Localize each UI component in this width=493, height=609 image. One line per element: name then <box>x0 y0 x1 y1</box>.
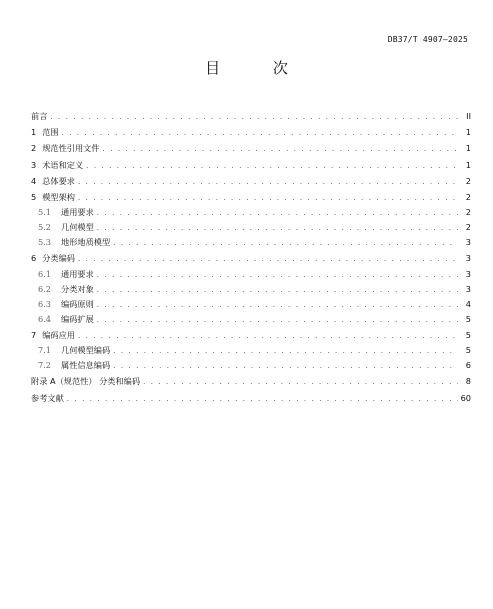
toc-entry-3[interactable] <box>31 160 471 175</box>
standard-code: DB37/T 4907—2025 <box>387 35 468 44</box>
toc-entry-5-1[interactable] <box>31 207 471 222</box>
toc-label: 通用要求 <box>61 268 94 279</box>
toc-number: 6.2 <box>38 283 52 294</box>
toc-entry-6-2[interactable] <box>31 284 471 299</box>
toc-number: 1 <box>31 127 37 138</box>
toc-page-number: 1 <box>465 127 471 138</box>
toc-label: 地形地质模型 <box>61 237 111 248</box>
toc-number: 5.1 <box>38 207 52 218</box>
toc-entry-2[interactable] <box>31 143 471 158</box>
dot-leader <box>97 224 458 232</box>
toc-page-number: 5 <box>465 329 471 340</box>
toc-page-number: 6 <box>465 360 471 371</box>
dot-leader <box>78 332 458 340</box>
toc-page-number: 3 <box>465 268 471 279</box>
toc-number: 5 <box>31 191 37 202</box>
dot-leader <box>67 395 458 403</box>
toc-page-number: 2 <box>465 222 471 233</box>
toc-page-number: 5 <box>465 345 471 356</box>
toc-label: 通用要求 <box>61 207 94 218</box>
toc-entry-foreword[interactable] <box>31 111 471 126</box>
toc-label: 分类编码 <box>42 253 75 264</box>
toc-label: 编码原则 <box>61 298 94 309</box>
toc-label: 前言 <box>31 111 48 121</box>
toc-number: 3 <box>31 159 37 170</box>
toc-label: 分类对象 <box>61 283 94 294</box>
toc-label: 规范性引用文件 <box>42 143 100 154</box>
toc-entry-6-1[interactable] <box>31 269 471 284</box>
toc-label: 编码应用 <box>42 329 75 340</box>
toc-entry-5-3[interactable] <box>31 237 471 252</box>
toc-label: 参考文献 <box>31 392 64 403</box>
page-title: 目 次 <box>205 59 312 77</box>
toc-page-number: 3 <box>465 253 471 264</box>
toc-number: 6 <box>31 253 37 264</box>
toc-page-number: 2 <box>465 175 471 186</box>
toc-entry-7[interactable] <box>31 330 471 345</box>
toc-entry-5-2[interactable] <box>31 222 471 237</box>
toc-label: 几何模型编码 <box>61 345 111 356</box>
toc-number: 5.2 <box>38 222 52 233</box>
toc-page-number: 5 <box>465 313 471 324</box>
toc-number: 4 <box>31 175 37 186</box>
toc-number: 6.3 <box>38 298 52 309</box>
toc-entry-1[interactable] <box>31 127 471 142</box>
toc-label: 编码扩展 <box>61 313 94 324</box>
toc-label: 几何模型 <box>61 222 94 233</box>
dot-leader <box>50 113 458 121</box>
toc-entry-4[interactable] <box>31 176 471 191</box>
dot-leader <box>113 239 458 247</box>
toc-page-number: 1 <box>465 159 471 170</box>
toc-page-number: II <box>466 111 471 121</box>
dot-leader <box>143 378 458 386</box>
toc-entry-6-3[interactable] <box>31 299 471 314</box>
toc-number: 6.1 <box>38 268 52 279</box>
dot-leader <box>97 286 458 294</box>
toc-entry-appendix-a[interactable] <box>31 376 471 391</box>
dot-leader <box>113 347 458 355</box>
toc-label: 属性信息编码 <box>61 360 111 371</box>
toc-page-number: 4 <box>465 298 471 309</box>
toc-entry-references[interactable] <box>31 393 471 408</box>
toc-number: 7.2 <box>38 360 52 371</box>
toc-page-number: 2 <box>465 207 471 218</box>
dot-leader <box>97 209 458 217</box>
toc-page-number: 2 <box>465 191 471 202</box>
toc-page-number: 3 <box>465 237 471 248</box>
table-of-contents <box>31 111 471 408</box>
toc-number: 6.4 <box>38 313 52 324</box>
toc-label: 附录 A（规范性） 分类和编码 <box>31 376 141 387</box>
toc-label: 范围 <box>42 127 59 138</box>
toc-entry-7-1[interactable] <box>31 345 471 360</box>
dot-leader <box>78 178 458 186</box>
dot-leader <box>78 194 458 202</box>
toc-page-number: 8 <box>465 376 471 387</box>
toc-page-number: 1 <box>465 143 471 154</box>
toc-label: 模型架构 <box>42 191 75 202</box>
dot-leader <box>113 362 458 370</box>
toc-label: 术语和定义 <box>42 159 84 170</box>
dot-leader <box>97 271 458 279</box>
dot-leader <box>86 162 458 170</box>
dot-leader <box>62 129 458 137</box>
dot-leader <box>97 316 458 324</box>
dot-leader <box>103 145 458 153</box>
dot-leader <box>78 255 458 263</box>
toc-number: 7 <box>31 329 37 340</box>
toc-number: 5.3 <box>38 237 52 248</box>
toc-entry-5[interactable] <box>31 192 471 207</box>
toc-number: 7.1 <box>38 345 52 356</box>
toc-number: 2 <box>31 143 37 154</box>
toc-entry-6[interactable] <box>31 253 471 268</box>
toc-page-number: 60 <box>460 392 471 403</box>
toc-entry-6-4[interactable] <box>31 314 471 329</box>
toc-label: 总体要求 <box>42 175 75 186</box>
toc-page-number: 3 <box>465 283 471 294</box>
dot-leader <box>97 301 458 309</box>
toc-entry-7-2[interactable] <box>31 360 471 375</box>
